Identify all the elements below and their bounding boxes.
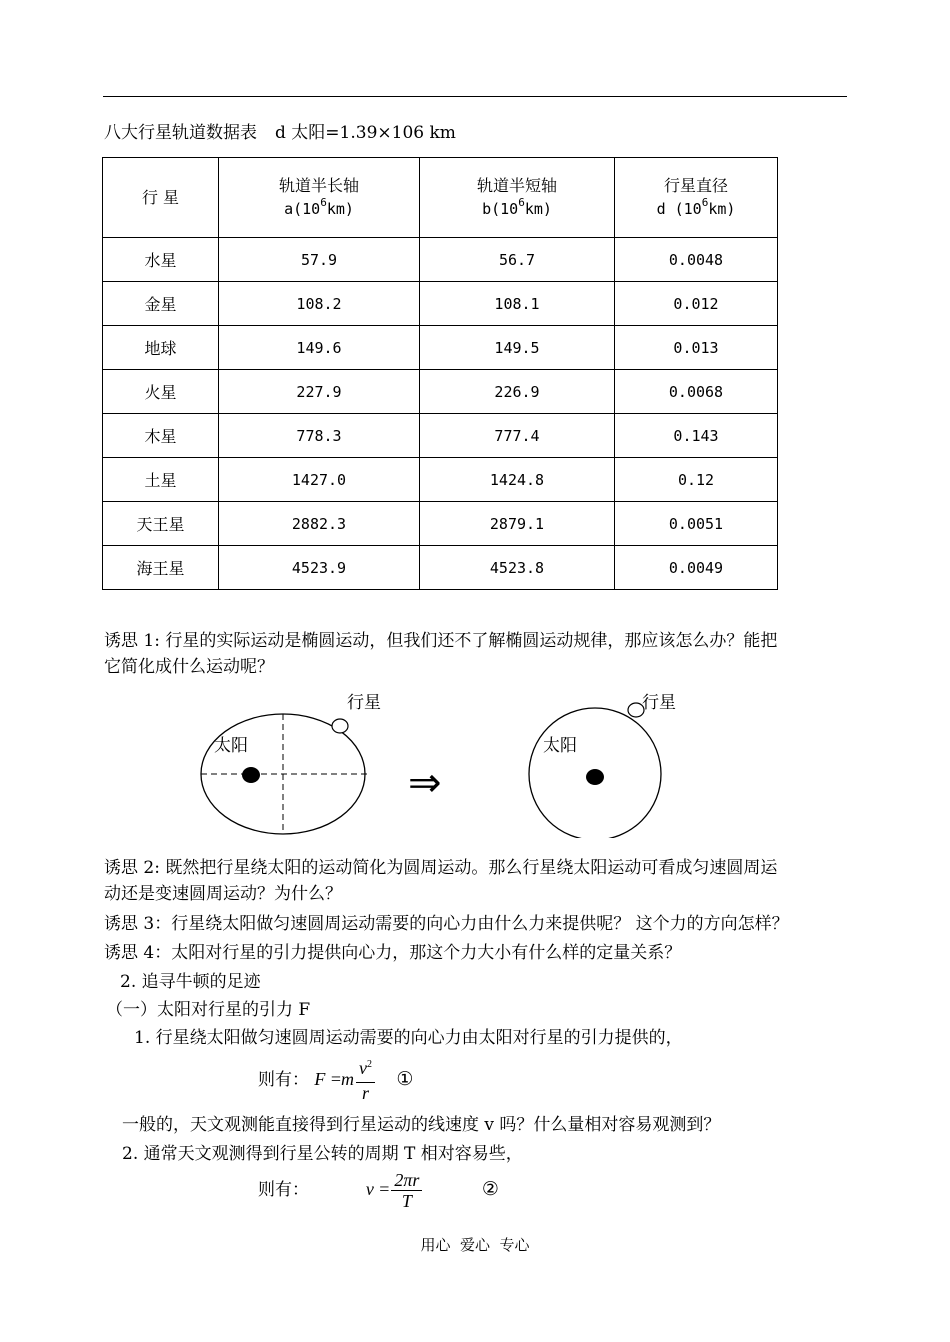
orbit-diagram bbox=[190, 688, 690, 838]
header-semi-minor: 轨道半短轴 $b(10^6km)$ bbox=[420, 158, 615, 238]
eq2-number: ② bbox=[481, 1178, 499, 1200]
table-title: 八大行星轨道数据表 bbox=[104, 123, 257, 143]
question-1: 诱思 1: 行星的实际运动是椭圆运动，但我们还不了解椭圆运动规律，那应该怎么办？能把 它简化成什么运动呢？ bbox=[104, 631, 778, 677]
sun-label-left: 太阳 bbox=[214, 736, 248, 756]
remark: 一般的，天文观测能直接得到行星运动的线速度 v 吗？什么量相对容易观测到？ bbox=[122, 1115, 721, 1135]
table-row: 土星 1427.0 1424.8 0.12 bbox=[103, 458, 778, 502]
eq1-lead: 则有： bbox=[258, 1070, 309, 1090]
question-3: 诱思 3：行星绕太阳做匀速圆周运动需要的向心力由什么力来提供呢？ 这个力的方向怎样？ bbox=[104, 914, 789, 934]
planet-label-right: 行星 bbox=[642, 693, 676, 713]
page-footer: 用心 爱心 专心 bbox=[420, 1236, 530, 1254]
question-2: 诱思 2: 既然把行星绕太阳的运动简化为圆周运动。那么行星绕太阳运动可看成匀速圆周运 动还是变速圆周运动？为什么？ bbox=[104, 858, 778, 904]
table-row: 地球 149.6 149.5 0.013 bbox=[103, 326, 778, 370]
simplify-arrow: ⇒ bbox=[408, 760, 442, 806]
top-rule bbox=[103, 96, 847, 97]
subsection-heading: （一）太阳对行星的引力 F bbox=[106, 1000, 311, 1020]
table-row: 水星 57.9 56.7 0.0048 bbox=[103, 238, 778, 282]
header-semi-major: 轨道半长轴 $a(10^6km)$ bbox=[219, 158, 420, 238]
equation-2: 则有： v = $\frac{2\pi r}{T}$ ② bbox=[258, 1170, 499, 1211]
eq1-number: ① bbox=[396, 1068, 414, 1090]
header-planet: 行 星 bbox=[103, 158, 219, 238]
table-caption bbox=[104, 118, 456, 143]
table-row: 海王星 4523.9 4523.8 0.0049 bbox=[103, 546, 778, 590]
eq2-fraction: $\frac{2\pi r}{T}$ bbox=[391, 1170, 422, 1211]
table-row: 金星 108.2 108.1 0.012 bbox=[103, 282, 778, 326]
table-row: 木星 778.3 777.4 0.143 bbox=[103, 414, 778, 458]
planet-label-left: 行星 bbox=[347, 693, 381, 713]
table-row: 天王星 2882.3 2879.1 0.0051 bbox=[103, 502, 778, 546]
equation-1: 则有： F =m $\frac{v^2}{r}$ ① bbox=[258, 1058, 414, 1103]
planet-on-ellipse bbox=[332, 719, 348, 733]
question-4: 诱思 4：太阳对行星的引力提供向心力，那这个力大小有什么样的定量关系？ bbox=[104, 943, 682, 963]
table-row: 火星 227.9 226.9 0.0068 bbox=[103, 370, 778, 414]
sun-label-right: 太阳 bbox=[543, 736, 577, 756]
sun-dot-ellipse bbox=[242, 767, 260, 783]
section-heading: 2. 追寻牛顿的足迹 bbox=[120, 972, 261, 992]
item-1: 1. 行星绕太阳做匀速圆周运动需要的向心力由太阳对行星的引力提供的， bbox=[134, 1028, 683, 1048]
eq1-fraction: $\frac{v^2}{r}$ bbox=[356, 1058, 375, 1103]
eq2-lead: 则有： bbox=[258, 1180, 309, 1200]
header-diameter: 行星直径 d $(10^6km)$ bbox=[615, 158, 778, 238]
sun-diameter-note: d 太阳=1.39×106 km bbox=[275, 123, 456, 143]
item-2: 2. 通常天文观测得到行星公转的周期 T 相对容易些， bbox=[122, 1144, 523, 1164]
table-header-row bbox=[103, 158, 778, 238]
sun-dot-circle bbox=[586, 769, 604, 785]
planet-orbit-table bbox=[102, 157, 778, 590]
